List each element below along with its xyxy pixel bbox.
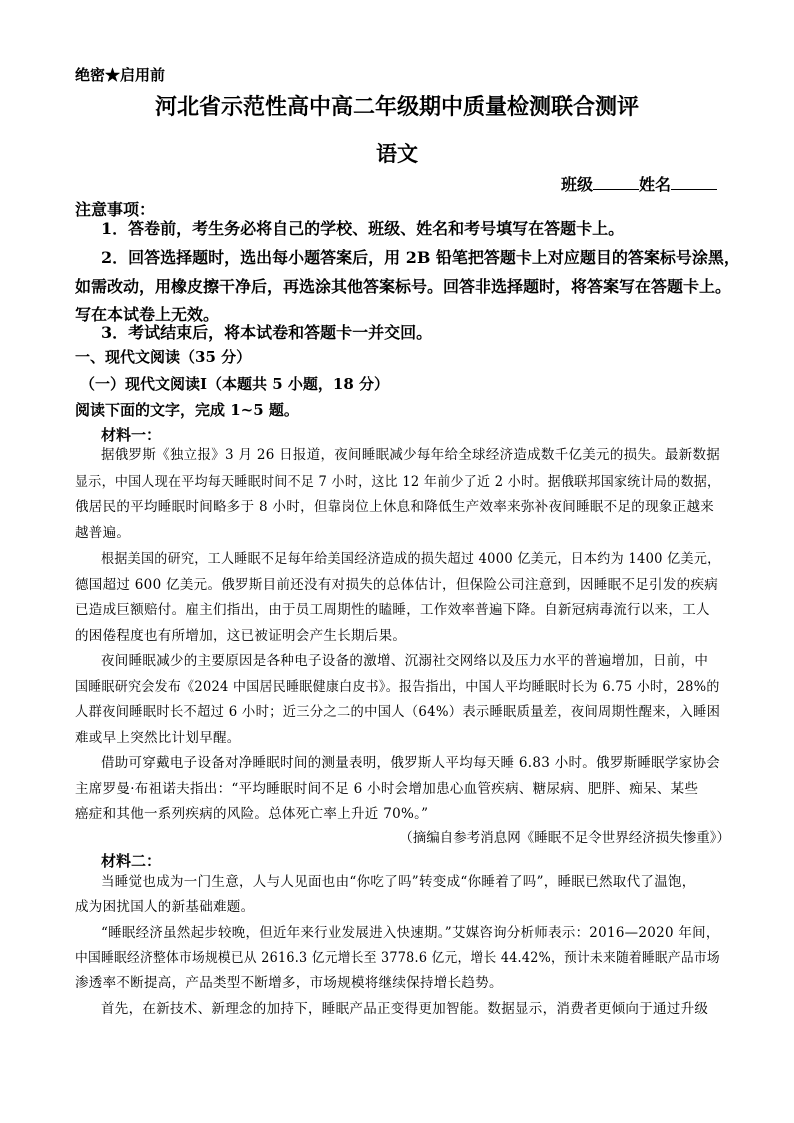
notice-item: 3．考试结束后，将本试卷和答题卡一并交回。: [101, 323, 433, 342]
name-label: 姓名: [639, 175, 672, 194]
material-line: 据俄罗斯《独立报》3 月 26 日报道，夜间睡眠减少每年给全球经济造成数千亿美元的损失。最新数据: [101, 447, 721, 463]
material-line: “睡眠经济虽然起步较晚，但近年来行业发展进入快速期。”艾媒咨询分析师表示：2016—2020 年间，: [101, 925, 720, 941]
name-blank: [671, 175, 717, 190]
material-line: 俄居民的平均睡眠时间略多于 8 小时，但靠岗位上休息和降低生产效率来弥补夜间睡眠不足的现象正越来: [75, 499, 715, 515]
material-line: 根据美国的研究，工人睡眠不足每年给美国经济造成的损失超过 4000 亿美元，日本约为 1400 亿美元，: [101, 551, 721, 567]
material-line: 当睡觉也成为一门生意，人与人见面也由“你吃了吗”转变成“你睡着了吗”，睡眠已然取代了温饱，: [101, 874, 696, 890]
subsection-heading: （一）现代文阅读Ⅰ（本题共 5 小题，18 分）: [80, 375, 389, 393]
material-line: 已造成巨额赔付。雇主们指出，由于员工周期性的瞌睡，工作效率普遍下降。自新冠病毒流行以来，工人: [75, 602, 710, 618]
material-line: 主席罗曼·布祖诺夫指出：“平均睡眠时间不足 6 小时会增加患心血管疾病、糖尿病、肥胖、痴呆、某些: [75, 781, 699, 797]
confidential-mark: 绝密★启用前: [75, 66, 166, 84]
subject-title: 语文: [376, 141, 418, 166]
class-name-line: [561, 172, 717, 195]
notice-heading: 注意事项：: [75, 200, 156, 219]
material-line: 的困倦程度也有所增加，这已被证明会产生长期后果。: [75, 628, 407, 644]
material-line: 首先，在新技术、新理念的加持下，睡眠产品正变得更加智能。数据显示，消费者更倾向于通过升级: [101, 1001, 709, 1017]
material-line: 渗透率不断提高，产品类型不断增多，市场规模将继续保持增长趋势。: [75, 975, 503, 991]
reading-instruction: 阅读下面的文字，完成 1~5 题。: [75, 401, 299, 419]
material-two-label: 材料二：: [101, 852, 162, 870]
material-line: 国睡眠研究会发布《2024 中国居民睡眠健康白皮书》。报告指出，中国人平均睡眠时长为 6.75 小时，28%的: [75, 679, 720, 695]
notice-item: 写在本试卷上无效。: [75, 305, 220, 324]
material-line: 夜间睡眠减少的主要原因是各种电子设备的激增、沉溺社交网络以及压力水平的普遍增加，日前，中: [101, 653, 709, 669]
exam-title: 河北省示范性高中高二年级期中质量检测联合测评: [154, 94, 639, 120]
material-line: 显示，中国人现在平均每天睡眠时间不足 7 小时，这比 12 年前少了近 2 小时。据俄联邦国家统计局的数据，: [75, 474, 721, 490]
material-one-label: 材料一：: [101, 426, 162, 444]
section-heading: 一、现代文阅读（35 分）: [75, 348, 252, 366]
notice-item: 如需改动，用橡皮擦干净后，再选涂其他答案标号。回答非选择题时，将答案写在答题卡上。: [75, 277, 732, 296]
material-line: 难或早上突然比计划早醒。: [75, 730, 241, 746]
class-blank: [593, 175, 639, 190]
material-line: 癌症和其他一系列疾病的风险。总体死亡率上升近 70%。”: [75, 806, 429, 822]
notice-item: 2．回答选择题时，选出每小题答案后，用 2B 铅笔把答题卡上对应题目的答案标号涂黑，: [101, 248, 740, 267]
material-line: 人群夜间睡眠时长不超过 6 小时；近三分之二的中国人（64%）表示睡眠质量差，夜间周期性醒来，入睡困: [75, 704, 721, 720]
notice-item: 1．答卷前，考生务必将自己的学校、班级、姓名和考号填写在答题卡上。: [101, 219, 625, 238]
material-line: 成为困扰国人的新基础难题。: [75, 899, 255, 915]
material-line: 中国睡眠经济整体市场规模已从 2616.3 亿元增长至 3778.6 亿元，增长 44.42%，预计未来随着睡眠产品市场: [75, 950, 720, 966]
material-line: 借助可穿戴电子设备对净睡眠时间的测量表明，俄罗斯人平均每天睡 6.83 小时。俄罗斯睡眠学家协会: [101, 755, 721, 771]
material-one-source: （摘编自参考消息网《睡眠不足令世界经济损失惨重》）: [399, 830, 730, 846]
class-label: 班级: [561, 175, 594, 194]
material-line: 德国超过 600 亿美元。俄罗斯目前还没有对损失的总体估计，但保险公司注意到，因睡眠不足引发的疾病: [75, 577, 719, 593]
material-line: 越普遍。: [75, 525, 131, 541]
